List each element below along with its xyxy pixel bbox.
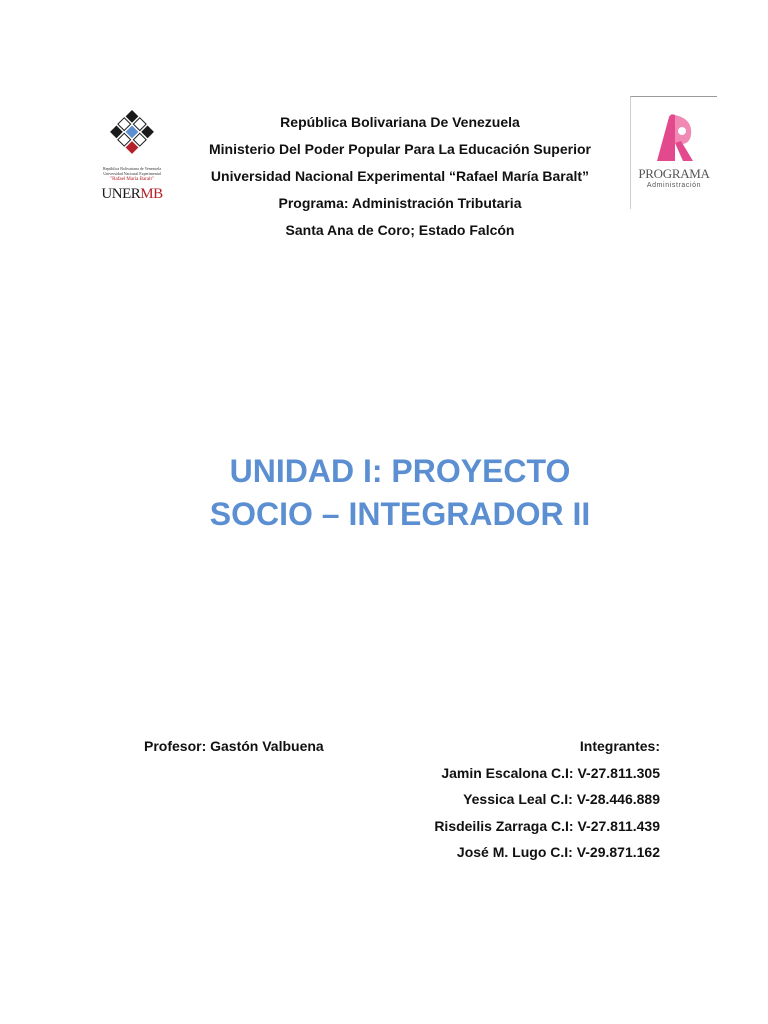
header-line: Programa: Administración Tributaria xyxy=(278,195,522,211)
integrante-item: José M. Lugo C.I: V-29.871.162 xyxy=(456,844,660,860)
brand-highlight: MB xyxy=(140,186,163,202)
header-line: Universidad Nacional Experimental “Rafael María Baralt” xyxy=(210,168,590,184)
logo-small-text: Universidad Nacional Experimental xyxy=(103,171,161,176)
logo-small-text: "Rafael María Baralt" xyxy=(110,177,154,182)
unermb-diamond-logo-icon xyxy=(108,104,156,162)
header-line: República Bolivariana De Venezuela xyxy=(280,114,520,130)
integrante-item: Jamin Escalona C.I: V-27.811.305 xyxy=(441,764,660,781)
integrante-item: Risdeilis Zarraga C.I: V-27.811.439 xyxy=(434,817,660,834)
institution-header xyxy=(150,109,650,244)
title-line-1: UNIDAD I: PROYECTO xyxy=(229,453,571,489)
logo-small-text: República Bolivariana de Venezuela xyxy=(102,166,161,171)
header-line: Santa Ana de Coro; Estado Falcón xyxy=(285,222,515,238)
integrantes-block xyxy=(340,737,660,870)
document-title xyxy=(100,450,700,536)
programa-label: PROGRAMA xyxy=(638,166,710,181)
profesor-label: Profesor: Gastón Valbuena xyxy=(144,738,324,754)
integrante-item: Yessica Leal C.I: V-28.446.889 xyxy=(463,791,660,807)
title-line-2: SOCIO – INTEGRADOR II xyxy=(209,496,591,532)
programa-sub-label: Administración xyxy=(646,182,702,189)
header-line: Ministerio Del Poder Popular Para La Educación Superior xyxy=(209,141,591,157)
programa-pink-logo-icon xyxy=(653,113,697,163)
integrantes-heading: Integrantes: xyxy=(579,738,660,754)
brand-main: UNER xyxy=(101,186,141,202)
